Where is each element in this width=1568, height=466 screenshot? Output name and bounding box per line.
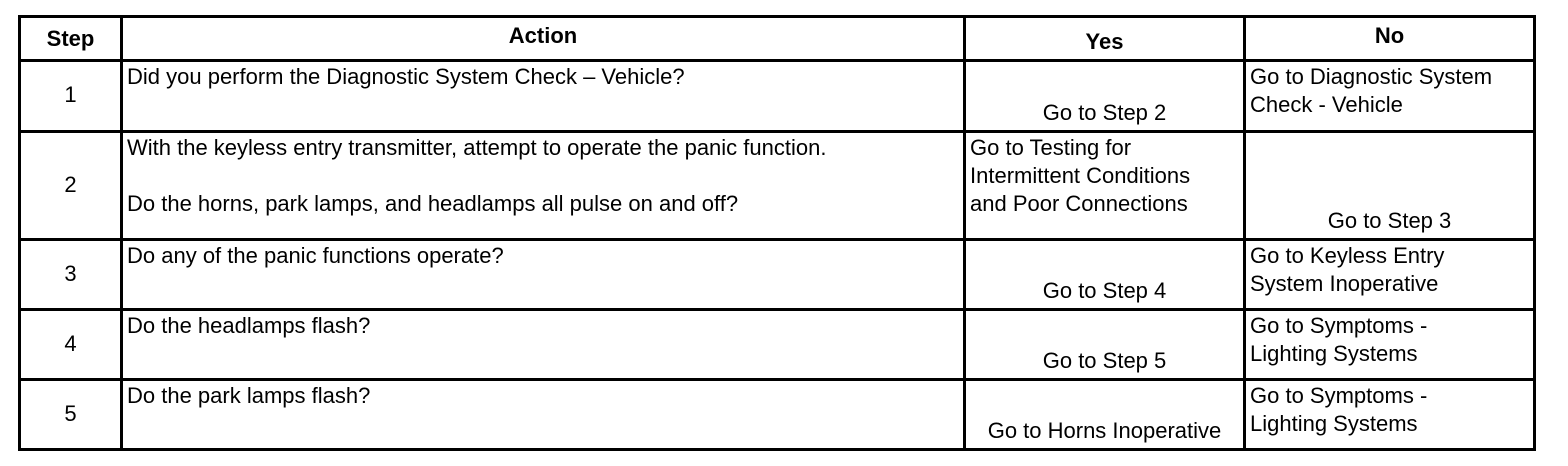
header-step: Step [20, 17, 122, 61]
yes-cell: Go to Step 5 [965, 310, 1245, 380]
step-cell: 1 [20, 61, 122, 132]
yes-cell: Go to Horns Inoperative [965, 380, 1245, 450]
diagnostic-table [18, 15, 1536, 451]
table-row [20, 61, 1535, 132]
no-cell: Go to Symptoms - Lighting Systems [1245, 310, 1535, 380]
yes-cell: Go to Testing for Intermittent Conditions and Poor Connections [965, 132, 1245, 240]
action-spacer [127, 162, 959, 190]
no-cell: Go to Diagnostic System Check - Vehicle [1245, 61, 1535, 132]
table-row [20, 132, 1535, 240]
action-text: Do the headlamps flash? [127, 313, 371, 338]
action-text: Do any of the panic functions operate? [127, 243, 504, 268]
yes-cell: Go to Step 2 [965, 61, 1245, 132]
no-cell: Go to Symptoms - Lighting Systems [1245, 380, 1535, 450]
no-cell: Go to Keyless Entry System Inoperative [1245, 240, 1535, 310]
action-cell [122, 61, 965, 132]
action-cell [122, 380, 965, 450]
table-row [20, 380, 1535, 450]
action-cell [122, 132, 965, 240]
action-cell [122, 310, 965, 380]
step-cell: 3 [20, 240, 122, 310]
table-row [20, 310, 1535, 380]
action-text: Did you perform the Diagnostic System Check – Vehicle? [127, 64, 685, 89]
header-action: Action [122, 17, 965, 61]
step-cell: 4 [20, 310, 122, 380]
action-text: With the keyless entry transmitter, attempt to operate the panic function. [127, 135, 827, 160]
table-row [20, 240, 1535, 310]
action-text: Do the park lamps flash? [127, 383, 371, 408]
step-cell: 5 [20, 380, 122, 450]
header-no: No [1245, 17, 1535, 61]
header-row [20, 17, 1535, 61]
action-cell [122, 240, 965, 310]
header-yes: Yes [965, 17, 1245, 61]
yes-cell: Go to Step 4 [965, 240, 1245, 310]
action-question: Do the horns, park lamps, and headlamps all pulse on and off? [127, 191, 739, 216]
no-cell: Go to Step 3 [1245, 132, 1535, 240]
step-cell: 2 [20, 132, 122, 240]
